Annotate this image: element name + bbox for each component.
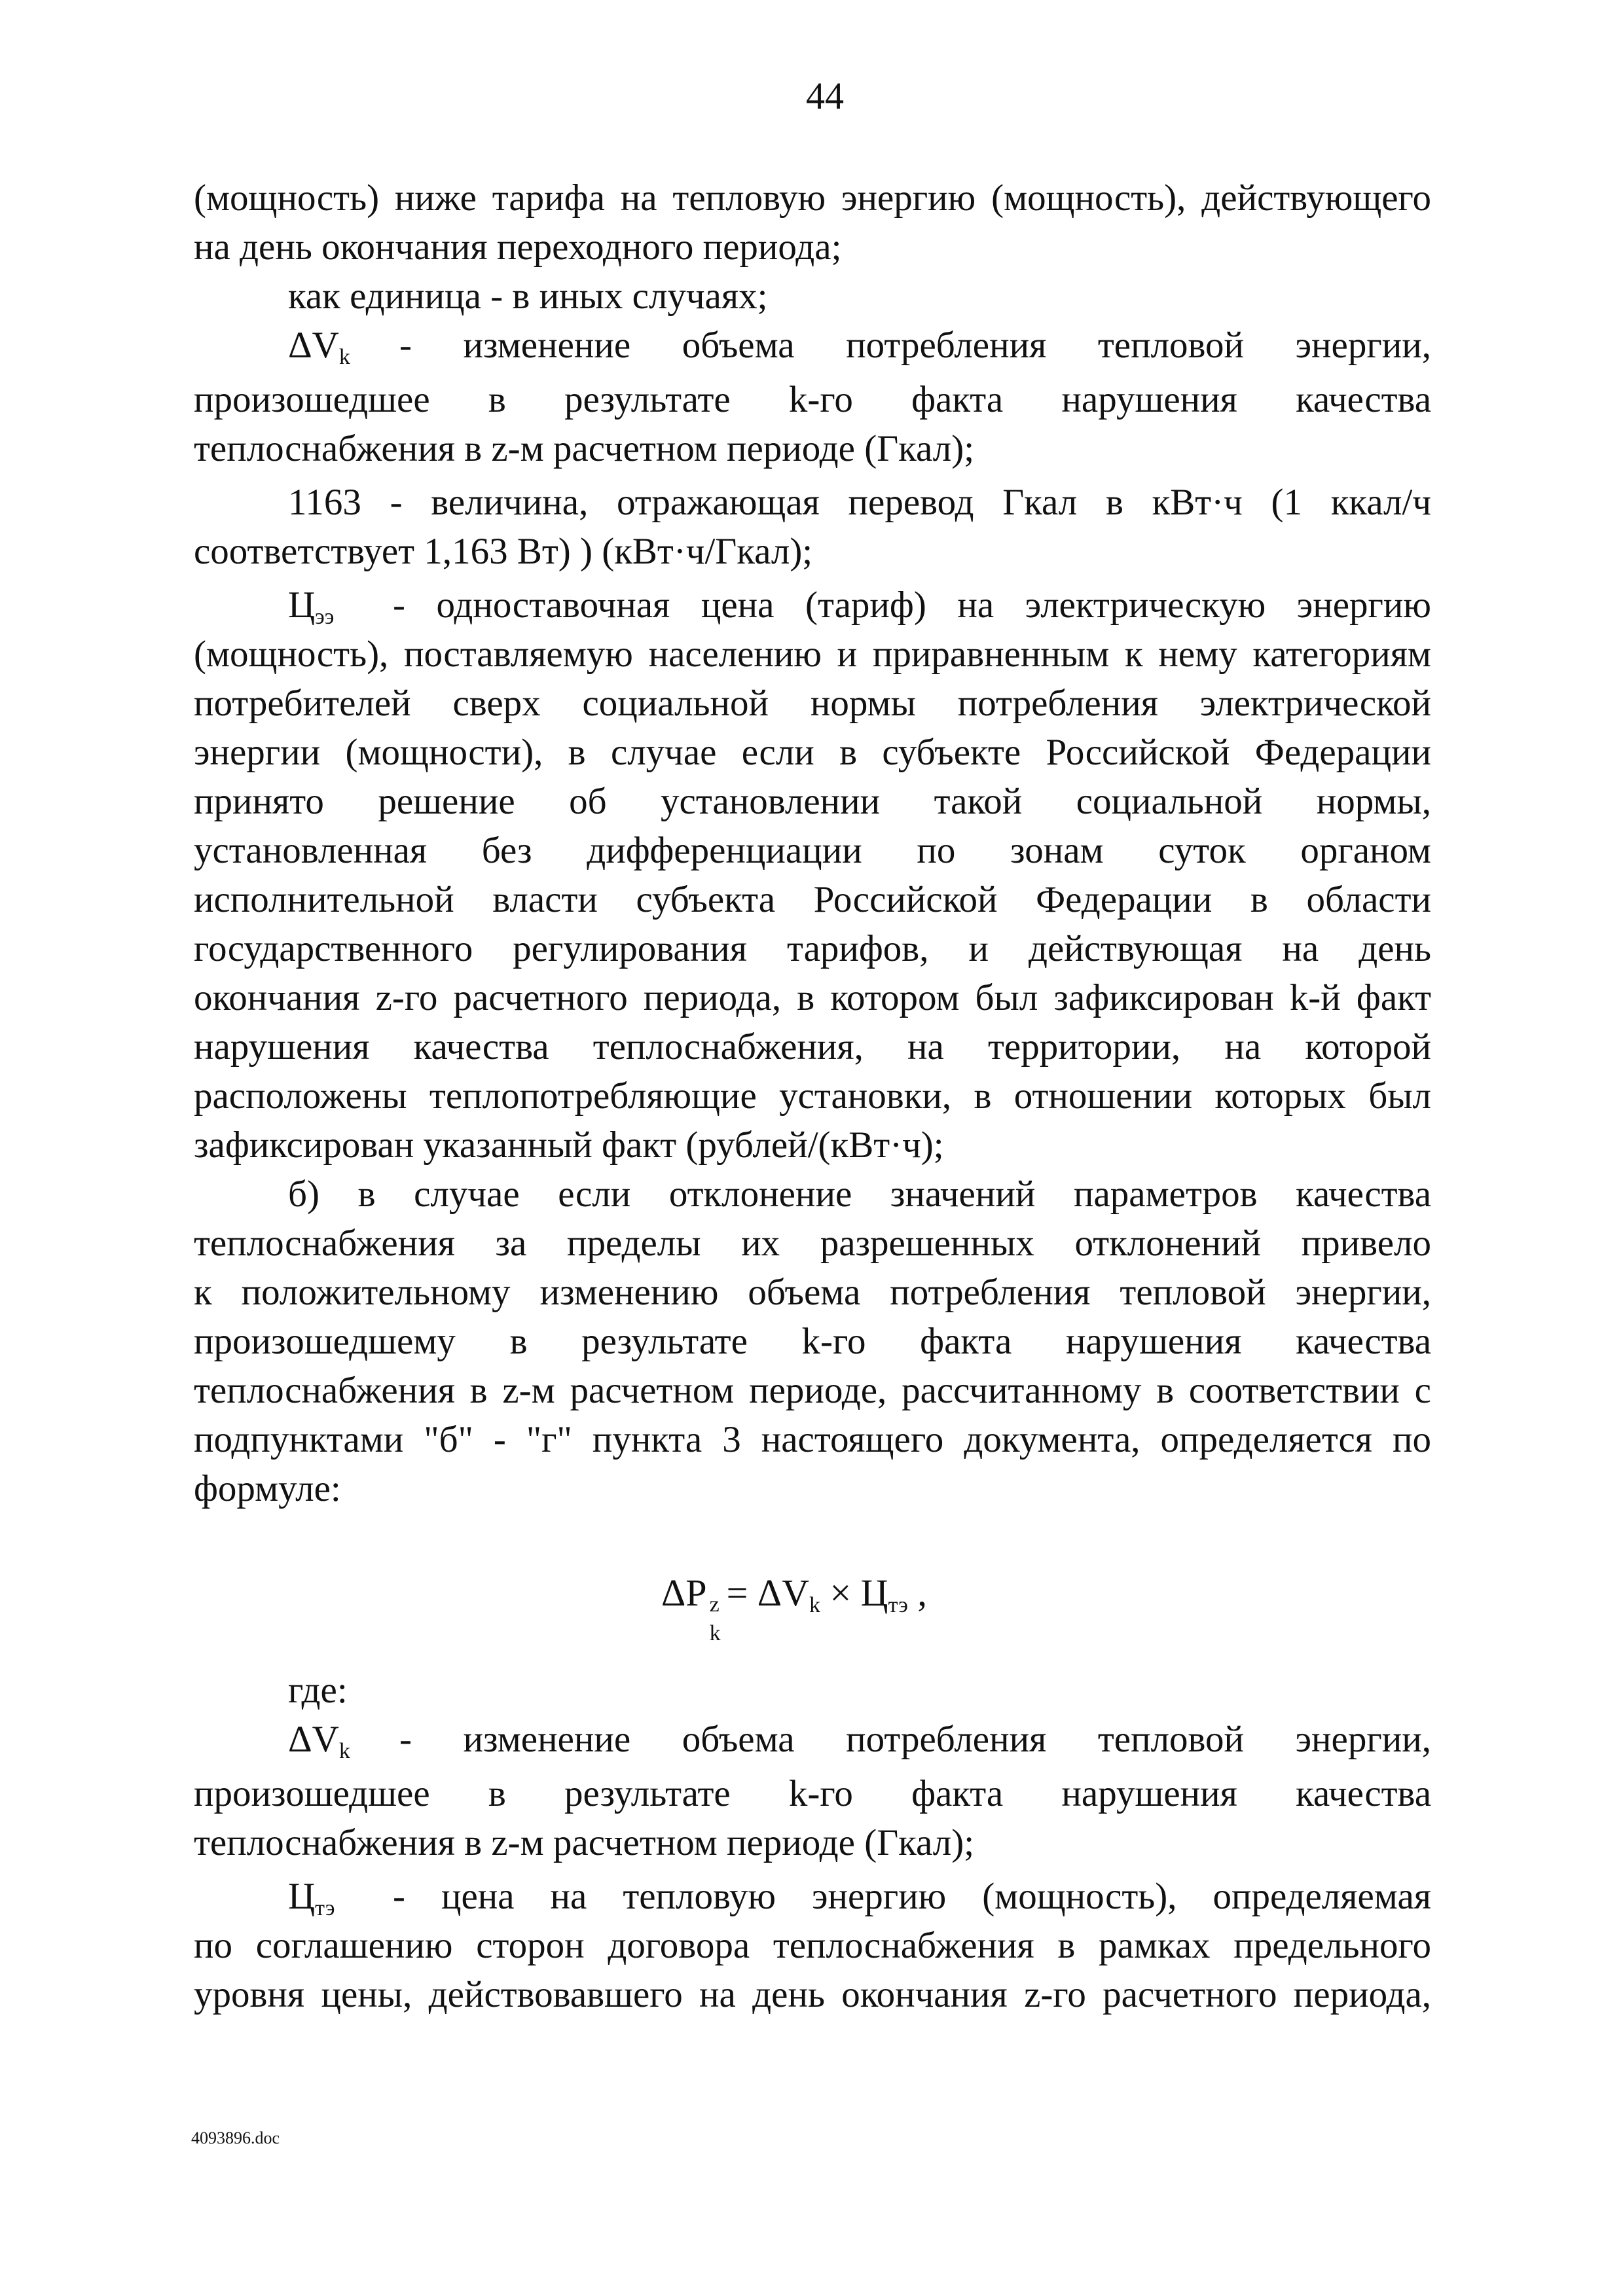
page-number: 44 — [806, 75, 844, 117]
text-line: теплоснабжения в z-м расчетном периоде, рассчитанному в соответствии с — [194, 1370, 1431, 1411]
text-line: окончания z-го расчетного периода, в котором был зафиксирован k-й факт — [194, 977, 1431, 1018]
text-line: потребителей сверх социальной нормы потребления электрической — [194, 683, 1431, 724]
text-line: (мощность), поставляемую населению и приравненным к нему категориям — [194, 634, 1431, 675]
text-line: где: — [288, 1670, 348, 1711]
text-line: зафиксирован указанный факт (рублей/(кВт·ч); — [194, 1124, 944, 1166]
text-line: принято решение об установлении такой социальной нормы, — [194, 781, 1431, 822]
c-te-symbol: $Ц_{тэ}$ — [288, 1876, 335, 1920]
text-line: соответствует 1,163 Вт) ) (кВт·ч/Гкал); — [194, 531, 813, 572]
text-line: (мощность) ниже тарифа на тепловую энергию (мощность), действующего — [194, 177, 1431, 219]
text-line: нарушения качества теплоснабжения, на территории, на которой — [194, 1026, 1431, 1067]
text-line: к положительному изменению объема потребления тепловой энергии, — [194, 1272, 1431, 1313]
text-line: на день окончания переходного периода; — [194, 226, 842, 268]
formula: ΔP z k = $\Delta V_k \times Ц_{тэ}$ , — [661, 1571, 927, 1645]
text-line: произошедшее в результате k-го факта нарушения качества — [194, 1773, 1431, 1814]
text-line: произошедшему в результате k-го факта нарушения качества — [194, 1321, 1431, 1362]
c-ee-symbol: $Ц_{ээ}$ — [288, 584, 335, 629]
text-line: теплоснабжения за пределы их разрешенных отклонений привело — [194, 1223, 1431, 1264]
text-line: уровня цены, действовавшего на день окончания z-го расчетного периода, — [194, 1974, 1431, 2015]
text-line: 1163 - величина, отражающая перевод Гкал в кВт·ч (1 ккал/ч — [288, 482, 1431, 523]
footer-filename: 4093896.doc — [191, 2128, 280, 2147]
delta-v-symbol: $\Delta V_k$ — [288, 325, 350, 369]
definition-line: $\Delta V_k$ - изменение объема потребления тепловой энергии, — [288, 325, 1431, 369]
text-line: по соглашению сторон договора теплоснабжения в рамках предельного — [194, 1925, 1431, 1966]
text-line: как единица - в иных случаях; — [288, 276, 768, 317]
text-line: расположены теплопотребляющие установки, в отношении которых был — [194, 1075, 1431, 1117]
text-line: теплоснабжения в z-м расчетном периоде (Гкал); — [194, 428, 975, 469]
text-line: б) в случае если отклонение значений параметров качества — [288, 1174, 1431, 1215]
delta-v-symbol: $\Delta V_k$ — [288, 1719, 350, 1763]
text-line: формуле: — [194, 1468, 341, 1509]
text-line: установленная без дифференциации по зонам суток органом — [194, 830, 1431, 871]
text-line: государственного регулирования тарифов, и действующая на день — [194, 928, 1431, 969]
definition-line: $Ц_{тэ}$ - цена на тепловую энергию (мощность), определяемая — [288, 1876, 1431, 1920]
text-line: энергии (мощности), в случае если в субъекте Российской Федерации — [194, 732, 1431, 773]
definition-line: $Ц_{ээ}$ - одноставочная цена (тариф) на электрическую энергию — [288, 584, 1431, 629]
text-line: подпунктами "б" - "г" пункта 3 настоящего документа, определяется по — [194, 1419, 1431, 1460]
definition-line: $\Delta V_k$ - изменение объема потребления тепловой энергии, — [288, 1719, 1431, 1763]
text-line: исполнительной власти субъекта Российской Федерации в области — [194, 879, 1431, 920]
text-line: теплоснабжения в z-м расчетном периоде (Гкал); — [194, 1822, 975, 1863]
text-line: произошедшее в результате k-го факта нарушения качества — [194, 379, 1431, 420]
